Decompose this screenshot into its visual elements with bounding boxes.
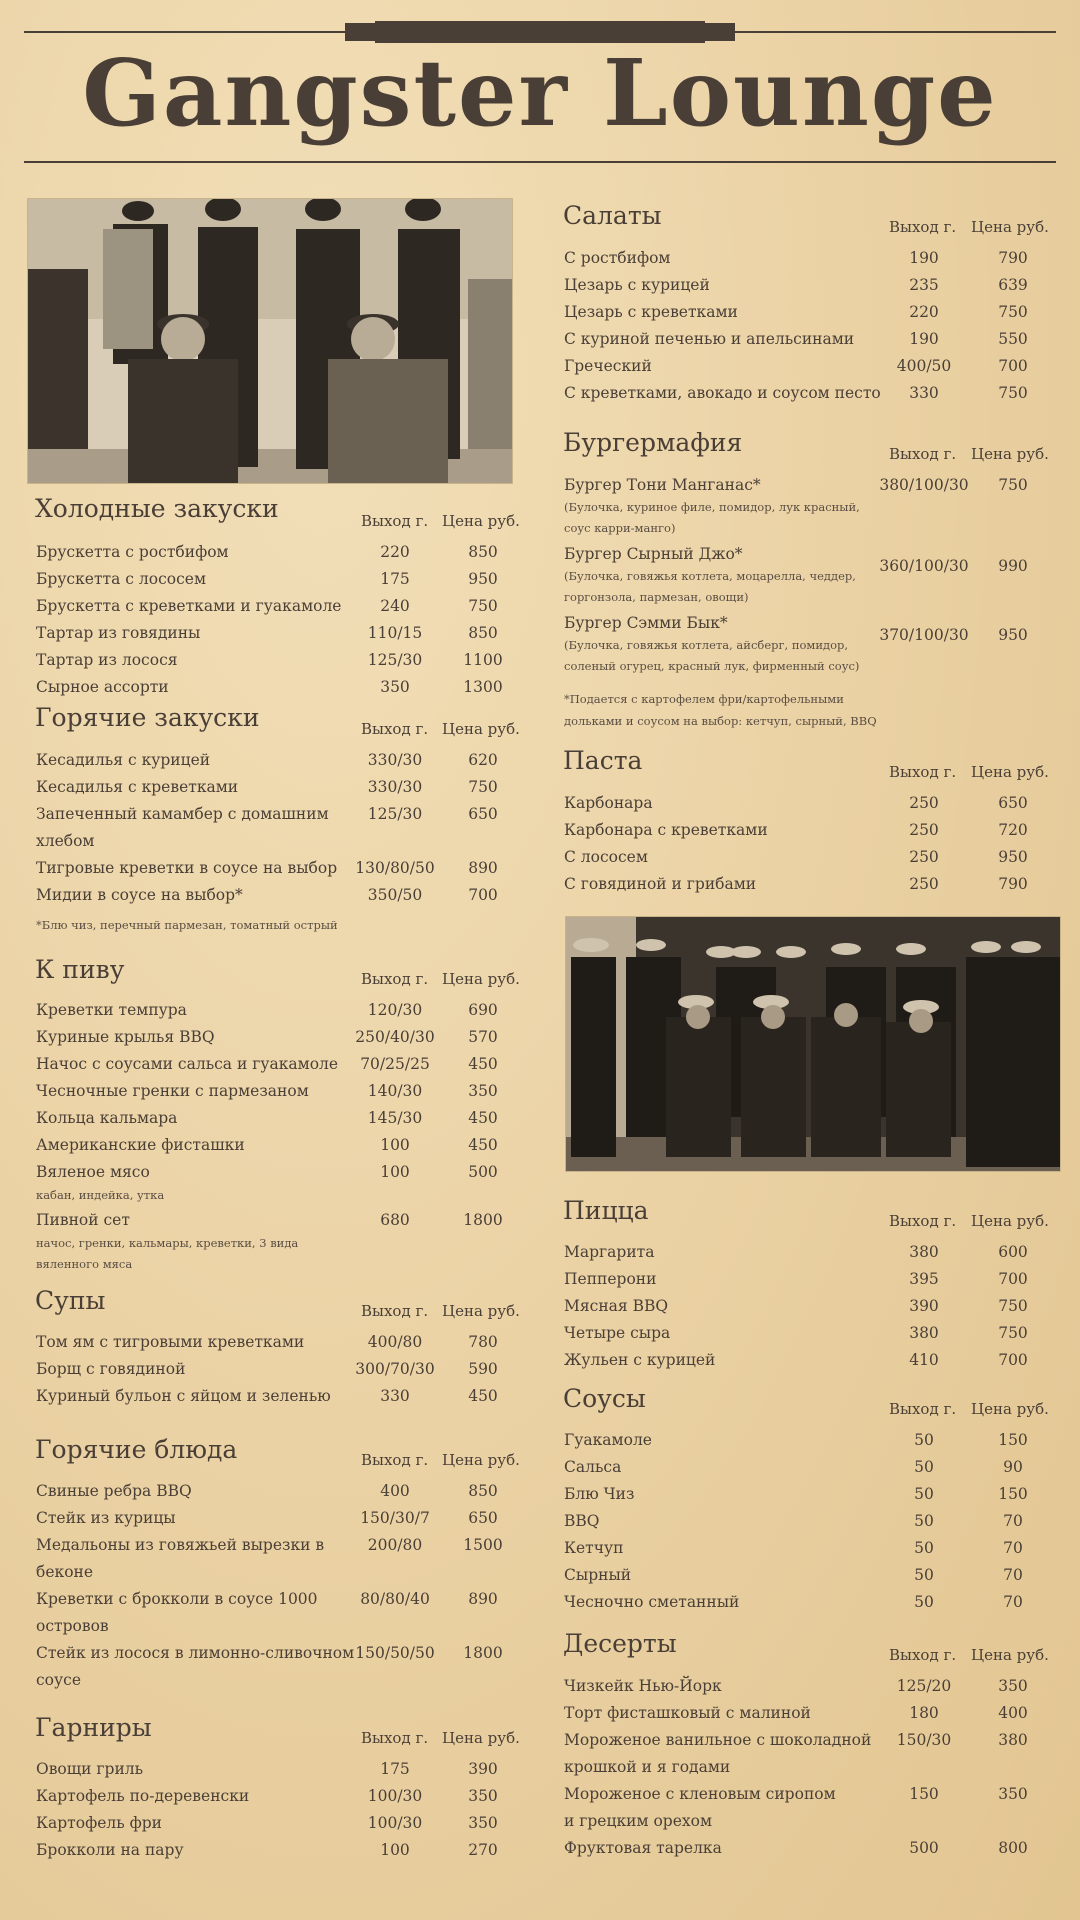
weight-header: Выход г. — [361, 512, 429, 530]
item-name: Кесадилья с курицей — [36, 751, 211, 769]
item-name: Креветки с брокколи в соусе 1000 — [36, 1590, 318, 1608]
section-title: К пиву — [35, 955, 125, 984]
item-weight: 330/30 — [367, 778, 423, 796]
item-description-cont: соленый огурец, красный лук, фирменный соус) — [564, 659, 860, 673]
item-price: 350 — [468, 1082, 498, 1100]
item-name-cont: соусе — [36, 1671, 81, 1689]
item-price: 450 — [468, 1387, 498, 1405]
item-price: 390 — [468, 1760, 498, 1778]
item-weight: 390 — [909, 1297, 939, 1315]
item-weight: 250 — [909, 875, 939, 893]
item-price: 650 — [998, 794, 1028, 812]
item-weight: 100 — [380, 1163, 410, 1181]
item-name: Блю Чиз — [564, 1485, 635, 1503]
item-price: 890 — [468, 859, 498, 877]
item-name: Маргарита — [564, 1243, 655, 1261]
item-name: Борщ с говядиной — [36, 1360, 186, 1378]
item-name: Креветки темпура — [36, 1001, 187, 1019]
section-title: Паста — [563, 746, 643, 775]
item-weight: 300/70/30 — [355, 1360, 435, 1378]
item-price: 790 — [998, 875, 1028, 893]
item-price: 600 — [998, 1243, 1028, 1261]
item-weight: 330/30 — [367, 751, 423, 769]
weight-header: Выход г. — [889, 218, 957, 236]
item-name: Тигровые креветки в соусе на выбор — [36, 859, 338, 877]
item-price: 750 — [998, 303, 1028, 321]
item-price: 150 — [998, 1485, 1028, 1503]
item-weight: 50 — [914, 1431, 934, 1449]
item-price: 1800 — [463, 1211, 503, 1229]
item-price: 570 — [468, 1028, 498, 1046]
title-rule — [24, 161, 1056, 163]
item-weight: 400/80 — [367, 1333, 423, 1351]
item-price: 1300 — [463, 678, 503, 696]
item-description: кабан, индейка, утка — [36, 1188, 165, 1202]
item-weight: 410 — [909, 1351, 939, 1369]
item-name: Стейк из курицы — [36, 1509, 176, 1527]
item-price: 790 — [998, 249, 1028, 267]
item-weight: 380 — [909, 1324, 939, 1342]
item-name: Картофель фри — [36, 1814, 162, 1832]
item-price: 950 — [998, 626, 1028, 644]
item-weight: 220 — [380, 543, 410, 561]
item-price: 590 — [468, 1360, 498, 1378]
item-name: Брускетта с ростбифом — [36, 543, 229, 561]
item-name: Овощи гриль — [36, 1760, 144, 1778]
item-weight: 360/100/30 — [879, 557, 969, 575]
item-weight: 240 — [380, 597, 410, 615]
section-note: *Подается с картофелем фри/картофельными — [564, 692, 844, 706]
item-weight: 330 — [380, 1387, 410, 1405]
item-name: С креветками, авокадо и соусом песто — [564, 384, 881, 402]
item-description: (Булочка, говяжья котлета, айсберг, помидор, — [564, 638, 849, 652]
item-weight: 50 — [914, 1593, 934, 1611]
item-weight: 190 — [909, 249, 939, 267]
item-name: BBQ — [564, 1512, 600, 1530]
item-name: Греческий — [564, 357, 652, 375]
weight-header: Выход г. — [361, 970, 429, 988]
item-name-cont: беконе — [36, 1563, 94, 1581]
section-title: Салаты — [563, 201, 662, 230]
item-name: Вяленое мясо — [36, 1163, 150, 1181]
item-weight: 400 — [380, 1482, 410, 1500]
item-weight: 250 — [909, 794, 939, 812]
item-price: 690 — [468, 1001, 498, 1019]
price-header: Цена руб. — [971, 1400, 1049, 1418]
item-name: Том ям с тигровыми креветками — [36, 1333, 305, 1351]
item-price: 380 — [998, 1731, 1028, 1749]
item-name: Карбонара — [564, 794, 653, 812]
weight-header: Выход г. — [889, 763, 957, 781]
item-name: Сырное ассорти — [36, 678, 169, 696]
price-header: Цена руб. — [442, 1451, 520, 1469]
item-name: Цезарь с курицей — [564, 276, 710, 294]
item-name: С лососем — [564, 848, 648, 866]
item-name-cont: крошкой и я годами — [564, 1758, 731, 1776]
item-price: 70 — [1003, 1512, 1023, 1530]
item-price: 500 — [468, 1163, 498, 1181]
item-weight: 250 — [909, 821, 939, 839]
price-header: Цена руб. — [971, 763, 1049, 781]
item-name: Четыре сыра — [564, 1324, 671, 1342]
item-price: 1800 — [463, 1644, 503, 1662]
item-weight: 350/50 — [367, 886, 423, 904]
item-price: 650 — [468, 805, 498, 823]
item-price: 550 — [998, 330, 1028, 348]
item-weight: 100 — [380, 1841, 410, 1859]
section-note-cont: дольками и соусом на выбор: кетчуп, сырный, BBQ — [564, 714, 877, 728]
item-weight: 145/30 — [367, 1109, 423, 1127]
item-weight: 150/50/50 — [355, 1644, 435, 1662]
price-header: Цена руб. — [442, 1302, 520, 1320]
item-name-cont: и грецким орехом — [564, 1812, 712, 1830]
item-price: 700 — [998, 1351, 1028, 1369]
item-price: 450 — [468, 1109, 498, 1127]
item-weight: 330 — [909, 384, 939, 402]
item-weight: 70/25/25 — [360, 1055, 430, 1073]
item-name: Цезарь с креветками — [564, 303, 738, 321]
item-price: 990 — [998, 557, 1028, 575]
weight-header: Выход г. — [889, 1646, 957, 1664]
item-price: 90 — [1003, 1458, 1023, 1476]
item-weight: 500 — [909, 1839, 939, 1857]
item-name: Пепперони — [564, 1270, 657, 1288]
item-price: 780 — [468, 1333, 498, 1351]
item-price: 850 — [468, 1482, 498, 1500]
item-name: Тартар из говядины — [36, 624, 201, 642]
item-name: Американские фисташки — [36, 1136, 245, 1154]
price-header: Цена руб. — [971, 218, 1049, 236]
item-name: Бургер Сырный Джо* — [564, 545, 743, 563]
item-price: 150 — [998, 1431, 1028, 1449]
item-weight: 370/100/30 — [879, 626, 969, 644]
item-weight: 120/30 — [367, 1001, 423, 1019]
item-weight: 150 — [909, 1785, 939, 1803]
section-title: Десерты — [563, 1629, 677, 1658]
item-name: Брускетта с креветками и гуакамоле — [36, 597, 342, 615]
item-name: С куриной печенью и апельсинами — [564, 330, 855, 348]
item-price: 750 — [998, 384, 1028, 402]
weight-header: Выход г. — [889, 1212, 957, 1230]
item-name: Пивной сет — [36, 1211, 130, 1229]
item-name: Кетчуп — [564, 1539, 624, 1557]
item-weight: 50 — [914, 1458, 934, 1476]
item-name: Бургер Тони Манганас* — [564, 476, 761, 494]
item-description-cont: соус карри-манго) — [564, 521, 676, 535]
price-header: Цена руб. — [442, 970, 520, 988]
weight-header: Выход г. — [361, 720, 429, 738]
item-name: Запеченный камамбер с домашним — [36, 805, 329, 823]
section-title: Горячие блюда — [35, 1435, 238, 1464]
item-price: 850 — [468, 624, 498, 642]
item-name: Жульен с курицей — [564, 1351, 716, 1369]
item-weight: 130/80/50 — [355, 859, 435, 877]
gangsters-photo — [27, 198, 513, 484]
item-weight: 125/30 — [367, 805, 423, 823]
item-price: 800 — [998, 1839, 1028, 1857]
item-name: Чизкейк Нью-Йорк — [564, 1677, 722, 1695]
weight-header: Выход г. — [889, 445, 957, 463]
section-title: Супы — [35, 1286, 106, 1315]
section-title: Гарниры — [35, 1713, 152, 1742]
item-name: Мороженое с кленовым сиропом — [564, 1785, 836, 1803]
item-name: Стейк из лосося в лимонно-сливочном — [36, 1644, 355, 1662]
section-title: Пицца — [563, 1196, 649, 1225]
item-weight: 350 — [380, 678, 410, 696]
price-header: Цена руб. — [442, 512, 520, 530]
weight-header: Выход г. — [361, 1729, 429, 1747]
item-weight: 150/30/7 — [360, 1509, 430, 1527]
item-weight: 125/20 — [896, 1677, 952, 1695]
item-price: 639 — [998, 276, 1028, 294]
item-price: 270 — [468, 1841, 498, 1859]
item-price: 450 — [468, 1136, 498, 1154]
item-weight: 150/30 — [896, 1731, 952, 1749]
price-header: Цена руб. — [442, 720, 520, 738]
item-weight: 50 — [914, 1539, 934, 1557]
item-weight: 380/100/30 — [879, 476, 969, 494]
item-name: Торт фисташковый с малиной — [564, 1704, 811, 1722]
item-price: 750 — [998, 1324, 1028, 1342]
price-header: Цена руб. — [971, 1646, 1049, 1664]
item-name: Кольца кальмара — [36, 1109, 178, 1127]
item-weight: 100/30 — [367, 1787, 423, 1805]
item-name: Картофель по-деревенски — [36, 1787, 250, 1805]
item-name: Чесночные гренки с пармезаном — [36, 1082, 309, 1100]
item-weight: 180 — [909, 1704, 939, 1722]
item-weight: 140/30 — [367, 1082, 423, 1100]
item-name: Кесадилья с креветками — [36, 778, 239, 796]
item-name: Мидии в соусе на выбор* — [36, 886, 243, 904]
section-title: Соусы — [563, 1384, 646, 1413]
weight-header: Выход г. — [361, 1302, 429, 1320]
item-name-cont: хлебом — [36, 832, 95, 850]
item-price: 750 — [998, 476, 1028, 494]
item-weight: 400/50 — [896, 357, 952, 375]
item-price: 850 — [468, 543, 498, 561]
item-weight: 380 — [909, 1243, 939, 1261]
item-description: (Булочка, куриное филе, помидор, лук красный, — [564, 500, 860, 514]
item-weight: 250/40/30 — [355, 1028, 435, 1046]
item-price: 70 — [1003, 1593, 1023, 1611]
item-name: Сальса — [564, 1458, 622, 1476]
item-name: Куриные крылья BBQ — [36, 1028, 215, 1046]
item-weight: 50 — [914, 1512, 934, 1530]
item-weight: 125/30 — [367, 651, 423, 669]
item-price: 750 — [468, 597, 498, 615]
item-price: 350 — [468, 1787, 498, 1805]
item-name-cont: островов — [36, 1617, 109, 1635]
item-price: 750 — [998, 1297, 1028, 1315]
item-price: 950 — [468, 570, 498, 588]
item-name: С ростбифом — [564, 249, 671, 267]
item-name: Чесночно сметанный — [564, 1593, 740, 1611]
section-note: *Блю чиз, перечный пармезан, томатный острый — [36, 918, 338, 932]
item-weight: 220 — [909, 303, 939, 321]
item-weight: 50 — [914, 1485, 934, 1503]
item-weight: 235 — [909, 276, 939, 294]
item-name: Гуакамоле — [564, 1431, 652, 1449]
item-price: 450 — [468, 1055, 498, 1073]
item-price: 350 — [468, 1814, 498, 1832]
item-name: Бургер Сэмми Бык* — [564, 614, 728, 632]
item-weight: 50 — [914, 1566, 934, 1584]
item-description: начос, гренки, кальмары, креветки, 3 вида — [36, 1236, 299, 1250]
item-name: Фруктовая тарелка — [564, 1839, 722, 1857]
item-name: Куриный бульон с яйцом и зеленью — [36, 1387, 331, 1405]
item-weight: 80/80/40 — [360, 1590, 430, 1608]
mafia-group-photo — [565, 916, 1061, 1172]
item-name: Тартар из лосося — [36, 651, 178, 669]
item-price: 700 — [468, 886, 498, 904]
item-description-cont: вяленного мяса — [36, 1257, 133, 1271]
item-weight: 110/15 — [367, 624, 423, 642]
item-price: 890 — [468, 1590, 498, 1608]
item-weight: 100/30 — [367, 1814, 423, 1832]
item-weight: 200/80 — [367, 1536, 423, 1554]
item-price: 400 — [998, 1704, 1028, 1722]
item-weight: 190 — [909, 330, 939, 348]
item-price: 350 — [998, 1677, 1028, 1695]
item-description: (Булочка, говяжья котлета, моцарелла, чеддер, — [564, 569, 856, 583]
item-price: 950 — [998, 848, 1028, 866]
price-header: Цена руб. — [971, 445, 1049, 463]
item-weight: 175 — [380, 1760, 410, 1778]
item-weight: 680 — [380, 1211, 410, 1229]
section-title: Бургермафия — [563, 428, 743, 457]
item-name: Медальоны из говяжьей вырезки в — [36, 1536, 325, 1554]
item-name: Начос с соусами сальса и гуакамоле — [36, 1055, 339, 1073]
weight-header: Выход г. — [889, 1400, 957, 1418]
section-title: Холодные закуски — [35, 494, 279, 523]
item-price: 650 — [468, 1509, 498, 1527]
item-name: Свиные ребра BBQ — [36, 1482, 192, 1500]
item-name: Мясная BBQ — [564, 1297, 669, 1315]
weight-header: Выход г. — [361, 1451, 429, 1469]
item-price: 620 — [468, 751, 498, 769]
section-title: Горячие закуски — [35, 703, 260, 732]
item-name: Карбонара с креветками — [564, 821, 768, 839]
item-price: 1500 — [463, 1536, 503, 1554]
item-price: 750 — [468, 778, 498, 796]
item-price: 1100 — [463, 651, 503, 669]
item-weight: 175 — [380, 570, 410, 588]
item-weight: 250 — [909, 848, 939, 866]
item-name: Мороженое ванильное с шоколадной — [564, 1731, 872, 1749]
item-name: С говядиной и грибами — [564, 875, 757, 893]
page-title: Gangster Lounge — [82, 39, 998, 147]
item-price: 700 — [998, 1270, 1028, 1288]
item-name: Сырный — [564, 1566, 632, 1584]
item-price: 700 — [998, 357, 1028, 375]
price-header: Цена руб. — [442, 1729, 520, 1747]
item-description-cont: горгонзола, пармезан, овощи) — [564, 590, 749, 604]
item-price: 70 — [1003, 1566, 1023, 1584]
item-weight: 395 — [909, 1270, 939, 1288]
item-name: Брокколи на пару — [36, 1841, 184, 1859]
item-name: Брускетта с лососем — [36, 570, 207, 588]
item-weight: 100 — [380, 1136, 410, 1154]
price-header: Цена руб. — [971, 1212, 1049, 1230]
item-price: 720 — [998, 821, 1028, 839]
item-price: 350 — [998, 1785, 1028, 1803]
item-price: 70 — [1003, 1539, 1023, 1557]
